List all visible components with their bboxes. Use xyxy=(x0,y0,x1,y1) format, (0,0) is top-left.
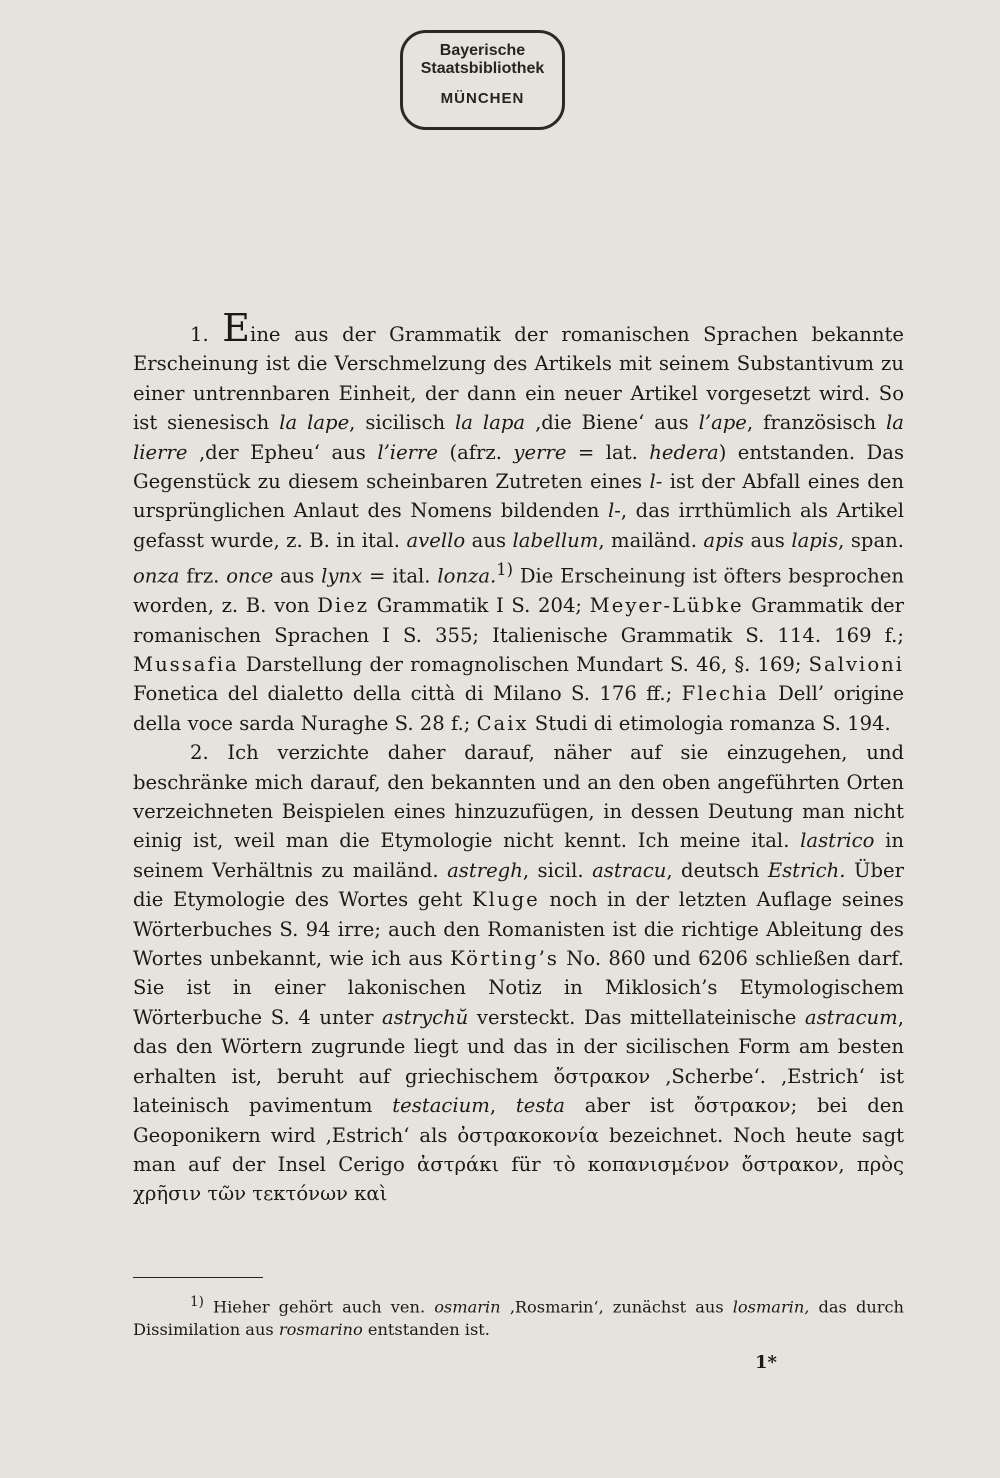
footnote xyxy=(133,1291,904,1341)
text-run: 2. Ich verzichte daher darauf, näher auf sie einzugehen, und beschränke mich darauf, den bekannten und an den oben angeführten Orten verzeichneten Beispielen eines hinzuzufügen, in dessen Deutung man nicht einig ist, weil man die Etymologie nicht kennt. Ich meine ital. xyxy=(133,741,904,853)
italic-word: astregh xyxy=(447,858,523,882)
text-run: Über die Etymologie des Wortes geht xyxy=(133,858,904,912)
italic-word: l- xyxy=(607,499,621,523)
text-run: Die Erscheinung ist öfters besprochen worden, z. B. von xyxy=(133,564,905,618)
greek-word: ἀστράκι xyxy=(417,1152,500,1176)
text-run: versteckt. Das mittellateinische xyxy=(468,1005,805,1029)
text-run: Studi di etimologia romanza S. 194. xyxy=(528,711,891,735)
text-run: aus xyxy=(743,528,792,552)
author-name: Kluge xyxy=(472,888,540,912)
author-name: Salvioni xyxy=(808,653,904,676)
text-run: , sicil. xyxy=(522,858,593,882)
italic-word: testacium xyxy=(392,1094,490,1118)
text-run: , xyxy=(489,1094,516,1118)
text-run: in seinem Verhältnis zu mailänd. xyxy=(133,829,904,882)
italic-word: astracum xyxy=(804,1005,898,1029)
italic-word: l- xyxy=(649,470,663,494)
library-stamp xyxy=(400,30,565,130)
italic-word: apis xyxy=(703,528,744,552)
text-run: , sicilisch xyxy=(349,411,456,435)
signature-mark: 1* xyxy=(755,1352,777,1373)
text-run: Hieher gehört auch ven. xyxy=(203,1297,435,1317)
italic-word: hedera xyxy=(649,440,719,464)
text-run: , französisch xyxy=(746,411,887,435)
italic-word: lynx xyxy=(321,564,363,588)
author-name: Caix xyxy=(476,711,529,735)
text-run: bezeichnet. Noch heute sagt man auf der Insel Cerigo xyxy=(133,1123,904,1176)
author-name: Mussafia xyxy=(133,653,239,676)
author-name: Meyer-Lübke xyxy=(589,594,744,618)
italic-word: once xyxy=(226,564,274,588)
italic-word: lapis xyxy=(791,528,839,552)
greek-word: ὄστρακον xyxy=(693,1094,791,1118)
footnote-divider xyxy=(133,1277,263,1278)
italic-word: la lierre xyxy=(133,411,904,464)
text-run: , mailänd. xyxy=(598,528,704,552)
italic-word: Estrich. xyxy=(767,858,846,882)
stamp-line-2: Staatsbibliothek xyxy=(420,60,545,77)
text-run: Darstellung der romagnolischen Mundart S. 46, §. 169; xyxy=(238,653,809,676)
text-run: = ital. xyxy=(362,564,438,588)
italic-word: la lape xyxy=(279,411,350,435)
italic-word: lonza. xyxy=(437,564,497,588)
text-run: Dell’ origine della voce sarda Nuraghe S. 28 f.; xyxy=(133,682,904,735)
italic-word: yerre xyxy=(513,440,567,464)
footnote-mark: 1) xyxy=(190,1294,204,1310)
text-run: für xyxy=(499,1152,553,1176)
text-run: = lat. xyxy=(566,440,650,464)
text-run: ) entstanden. Das Gegenstück zu diesem scheinbaren Zutreten eines xyxy=(133,440,905,494)
text-run: Fonetica del dialetto della città di Milano S. 176 ff.; xyxy=(133,682,682,706)
text-run: noch in der letzten Auflage seines Wörterbuches S. 94 irre; auch den Romanisten ist die richtige Ableitung des Wortes unbekannt, wie ich aus xyxy=(133,888,904,971)
greek-phrase: τὸ κοπανισμένον ὄστρακον, πρὸς χρῆσιν τῶν τεκτόνων καὶ xyxy=(133,1152,904,1206)
text-run: ‚die Biene‘ aus xyxy=(525,411,699,435)
italic-word: l’ierre xyxy=(377,440,438,464)
initial-letter: E xyxy=(222,306,251,350)
text-run: entstanden ist. xyxy=(362,1320,490,1340)
text-run: ine aus der Grammatik der romanischen Sprachen bekannte Erscheinung ist die Verschmelzung des Artikels mit seinem Substantivum zu einer untrennbaren Einheit, der dann ein neuer Artikel vorgesetzt wird. So ist sienesisch xyxy=(133,323,904,435)
section-number: 1. xyxy=(190,323,209,346)
text-run: aber ist xyxy=(564,1094,694,1118)
author-name: Flechia xyxy=(681,682,769,706)
italic-word: lastrico xyxy=(800,829,875,853)
italic-word: avello xyxy=(406,528,466,552)
text-run: Grammatik I S. 204; xyxy=(369,594,590,618)
author-name: Körting’s xyxy=(450,947,559,971)
text-run: No. 860 und 6206 schließen darf. Sie ist in einer lakonischen Notiz in Miklosich’s Etymologischem Wörterbuche S. 4 unter xyxy=(133,947,904,1029)
stamp-line-3: MÜNCHEN xyxy=(440,90,525,107)
text-run: ‚Rosmarin‘, zunächst aus xyxy=(500,1297,733,1317)
italic-word: osmarin xyxy=(434,1297,501,1317)
italic-word: testa xyxy=(515,1094,565,1118)
stamp-line-1: Bayerische xyxy=(439,42,526,59)
text-run: aus xyxy=(273,564,322,588)
body-text xyxy=(133,306,905,1209)
paragraph-1 xyxy=(133,306,905,738)
italic-word: astrychŭ xyxy=(382,1005,469,1029)
text-run: ‚der Epheu‘ aus xyxy=(187,440,378,464)
text-run: , das irrthümlich als Artikel gefasst wurde, z. B. in ital. xyxy=(133,499,905,552)
paragraph-2 xyxy=(133,738,904,1209)
footnote-reference: 1) xyxy=(496,560,514,580)
greek-word: ὀστρακοκονία xyxy=(457,1123,600,1147)
text-run: frz. xyxy=(179,564,227,588)
text-run: das durch Dissimilation aus xyxy=(133,1297,904,1340)
italic-word: rosmarino xyxy=(278,1320,363,1340)
italic-word: l’ape xyxy=(698,411,747,435)
text-run: (afrz. xyxy=(438,440,514,464)
greek-word: ὄστρακον xyxy=(553,1064,651,1088)
text-run: aus xyxy=(465,528,513,552)
text-run: ; bei den Geoponikern wird ‚Estrich‘ als xyxy=(133,1094,904,1147)
text-run: Grammatik der romanischen Sprachen I S. 355; Italienische Grammatik S. 114. 169 f.; xyxy=(133,594,905,647)
text-run: , das den Wörtern zugrunde liegt und das in der sicilischen Form am besten erhalten ist, beruht auf griechischem xyxy=(133,1005,904,1088)
text-run: , span. xyxy=(838,528,904,552)
author-name: Diez xyxy=(317,594,370,618)
text-run: ist der Abfall eines den ursprünglichen Anlaut des Nomens bildenden xyxy=(133,470,904,523)
italic-word: astracu xyxy=(592,858,667,882)
italic-word: la lapa xyxy=(455,411,526,435)
italic-word: onza xyxy=(133,564,180,588)
text-run: , deutsch xyxy=(666,858,768,882)
italic-word: labellum xyxy=(512,528,599,552)
italic-word: losmarin, xyxy=(732,1297,810,1317)
text-run: ‚Scherbe‘. ‚Estrich‘ ist lateinisch pavimentum xyxy=(133,1064,904,1118)
